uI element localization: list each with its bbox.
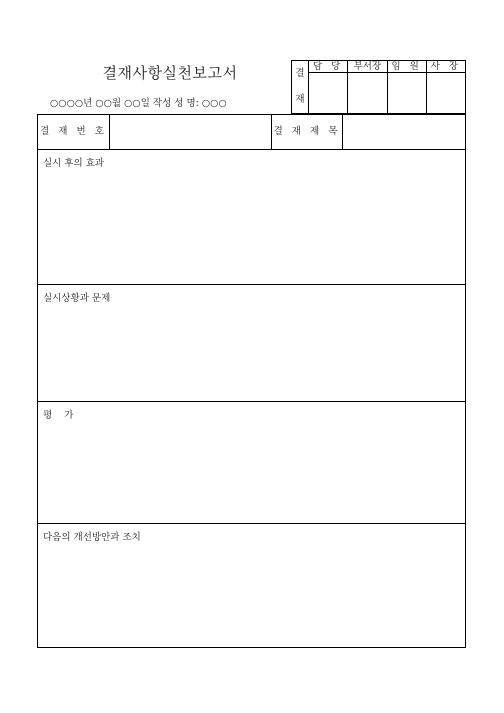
approval-col-executive: 임 원 [387, 61, 426, 73]
approval-signature-table [291, 60, 466, 114]
approval-col-manager: 부서장 [348, 61, 387, 73]
approval-side-label [292, 61, 309, 114]
approval-sign-box-staff[interactable] [309, 73, 348, 114]
approval-info-row [38, 115, 465, 150]
approval-sign-box-manager[interactable] [348, 73, 387, 114]
approval-side-label-bottom: 재 [295, 94, 305, 105]
section-evaluation[interactable] [38, 402, 465, 524]
section-label: 평 가 [43, 410, 74, 421]
approval-col-president: 사 장 [426, 61, 465, 73]
writer-info-line: ○○○○년 ○○월 ○○일 작성 성 명: ○○○ [50, 98, 227, 109]
approval-subject-field[interactable] [342, 115, 465, 149]
section-status-and-problems[interactable] [38, 285, 465, 402]
approval-side-label-top: 결 [295, 68, 305, 79]
section-label: 다음의 개선방안과 조치 [43, 532, 141, 543]
approval-subject-label: 결 재 제 목 [271, 115, 342, 149]
document-title: 결재사항실천보고서 [102, 64, 238, 82]
section-next-improvements[interactable] [38, 524, 465, 647]
approval-number-field[interactable] [109, 115, 271, 149]
section-label: 실시상황과 문제 [43, 293, 111, 304]
approval-sign-box-executive[interactable] [387, 73, 426, 114]
approval-col-staff: 담 당 [309, 61, 348, 73]
section-effect-after-implementation[interactable] [38, 150, 465, 285]
report-form [37, 114, 466, 648]
section-label: 실시 후의 효과 [43, 158, 105, 169]
approval-number-label: 결 재 번 호 [40, 126, 107, 137]
approval-sign-box-president[interactable] [426, 73, 465, 114]
